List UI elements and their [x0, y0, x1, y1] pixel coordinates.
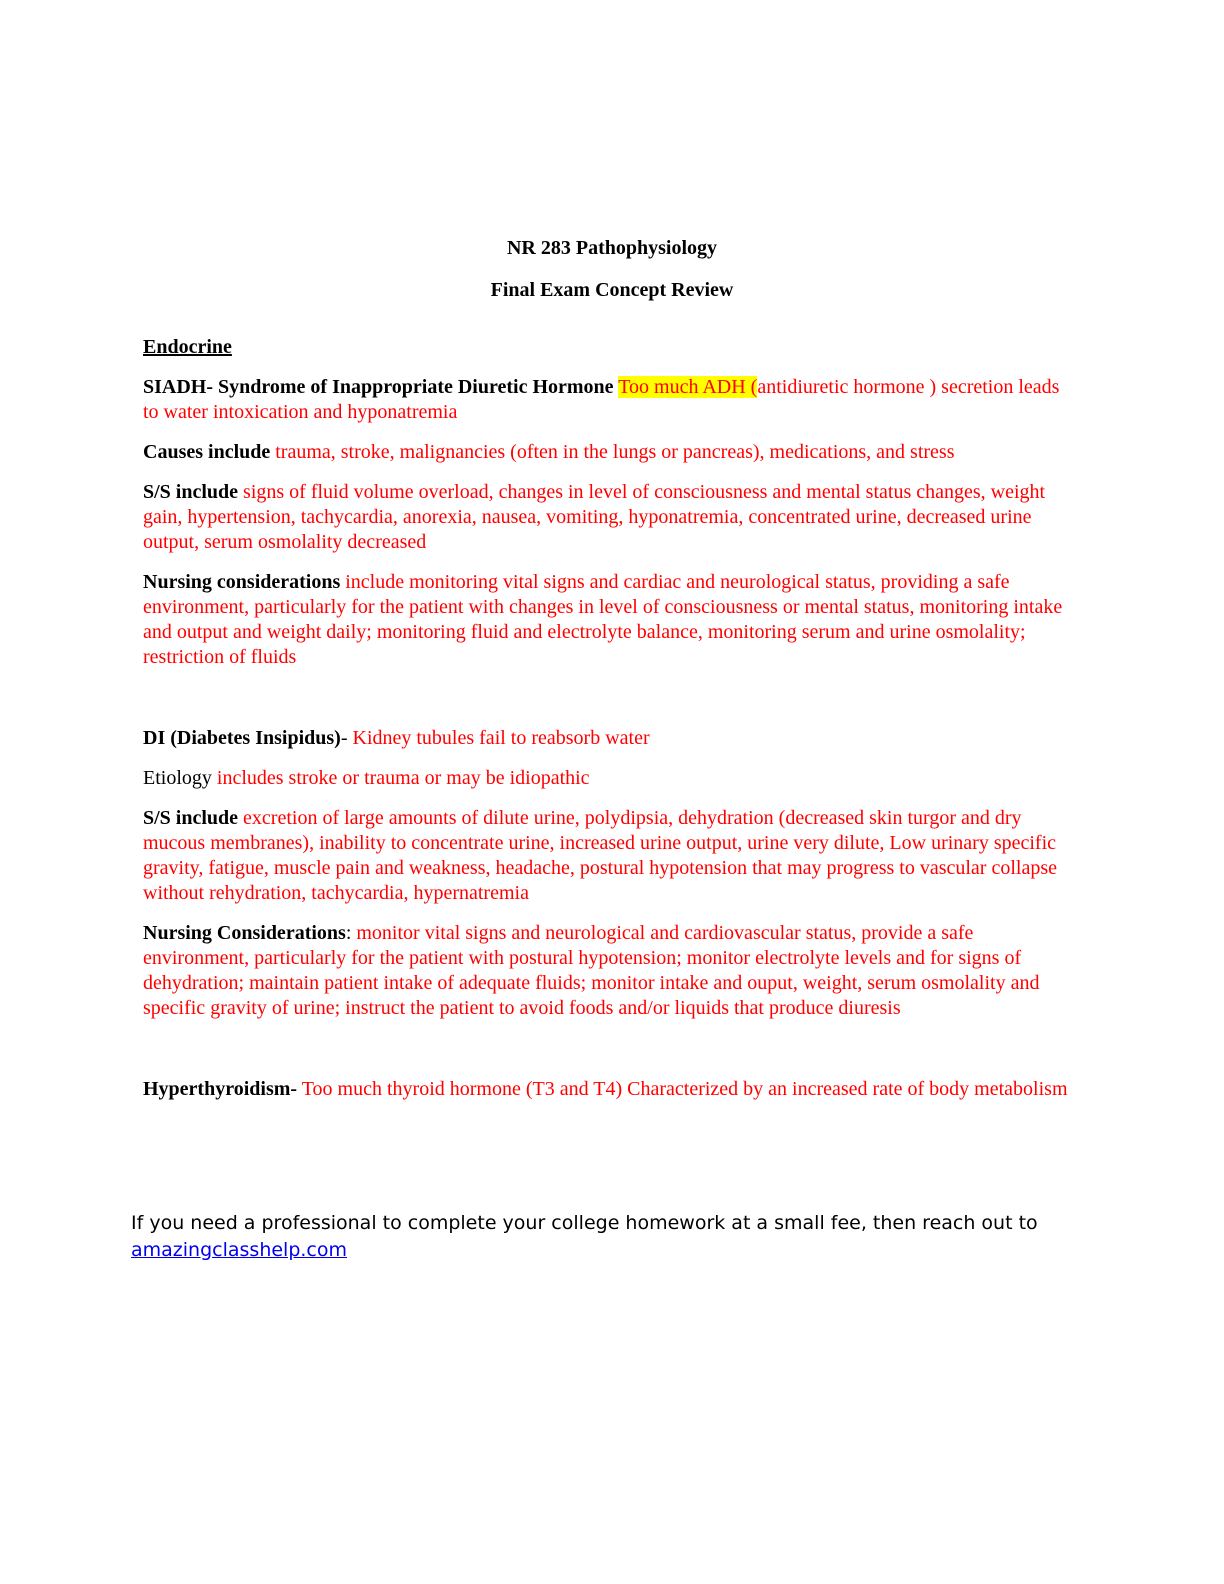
document-title: NR 283 Pathophysiology	[506, 237, 718, 259]
siadh-causes-text: trauma, stroke, malignancies (often in the lungs or pancreas), medications, and stress	[275, 441, 955, 463]
siadh-nursing-text: include monitoring vital signs and cardiac and neurological status, providing a safe environment, particularly for the patient with changes in level of consciousness or mental status, monitoring intake and output and weight daily; monitoring fluid and electrolyte balance, monitoring serum and urine osmolality; restriction of fluids	[143, 571, 1063, 668]
di-nursing-text: monitor vital signs and neurological and cardiovascular status, provide a safe environment, particularly for the patient with postural hypotension; monitor electrolyte levels and for signs of dehydration; maintain patient intake of adequate fluids; monitor intake and ouput, weight, serum osmolality and specific gravity of urine; instruct the patient to avoid foods and/or liquids that produce diuresis	[143, 922, 1040, 1019]
di-ss-label: S/S include	[143, 807, 239, 829]
di-nursing-considerations	[143, 921, 1078, 1021]
di-nursing-separator: :	[345, 922, 352, 944]
hyperthyroidism-text: Too much thyroid hormone (T3 and T4) Characterized by an increased rate of body metabolism	[301, 1078, 1068, 1100]
siadh-text: antidiuretic hormone ) secretion leads to water intoxication and hyponatremia	[143, 376, 1060, 423]
document-body	[143, 335, 1078, 1117]
section-heading-endocrine: Endocrine	[143, 336, 232, 358]
siadh-definition	[143, 375, 1078, 425]
document-subtitle: Final Exam Concept Review	[490, 279, 734, 301]
siadh-ss-text: signs of fluid volume overload, changes in level of consciousness and mental status changes, weight gain, hypertension, tachycardia, anorexia, nausea, vomiting, hyponatremia, concentrated urine, decreased urine output, serum osmolality decreased	[143, 481, 1046, 553]
siadh-nursing-considerations	[143, 570, 1078, 670]
siadh-heading: SIADH- Syndrome of Inappropriate Diuretic Hormone	[143, 376, 614, 398]
siadh-signs-symptoms	[143, 480, 1078, 555]
footer-promo	[131, 1210, 1111, 1264]
di-definition	[143, 726, 1078, 751]
di-etiology-text: includes stroke or trauma or may be idiopathic	[216, 767, 590, 789]
siadh-causes	[143, 440, 1078, 465]
footer-link[interactable]: amazingclasshelp.com	[131, 1239, 348, 1261]
di-ss-text: excretion of large amounts of dilute urine, polydipsia, dehydration (decreased skin turgor and dry mucous membranes), inability to concentrate urine, increased urine output, urine very dilute, Low urinary specific gravity, fatigue, muscle pain and weakness, headache, postural hypotension that may progress to vascular collapse without rehydration, tachycardia, hypernatremia	[143, 807, 1057, 904]
di-etiology-label: Etiology	[143, 767, 212, 789]
di-signs-symptoms	[143, 806, 1078, 906]
hyperthyroidism-separator: -	[290, 1078, 298, 1100]
di-text: Kidney tubules fail to reabsorb water	[352, 727, 650, 749]
siadh-highlight: Too much ADH (	[618, 376, 758, 398]
siadh-nursing-label: Nursing considerations	[143, 571, 341, 593]
di-nursing-label: Nursing Considerations	[143, 922, 346, 944]
di-heading: DI (Diabetes Insipidus)	[143, 727, 341, 749]
siadh-ss-label: S/S include	[143, 481, 239, 503]
hyperthyroidism-heading: Hyperthyroidism	[143, 1078, 291, 1100]
footer-text: If you need a professional to complete your college homework at a small fee, then reach out to	[131, 1212, 1038, 1234]
hyperthyroidism-definition	[143, 1077, 1078, 1102]
di-etiology	[143, 766, 1078, 791]
siadh-causes-label: Causes include	[143, 441, 271, 463]
di-separator: -	[340, 727, 348, 749]
